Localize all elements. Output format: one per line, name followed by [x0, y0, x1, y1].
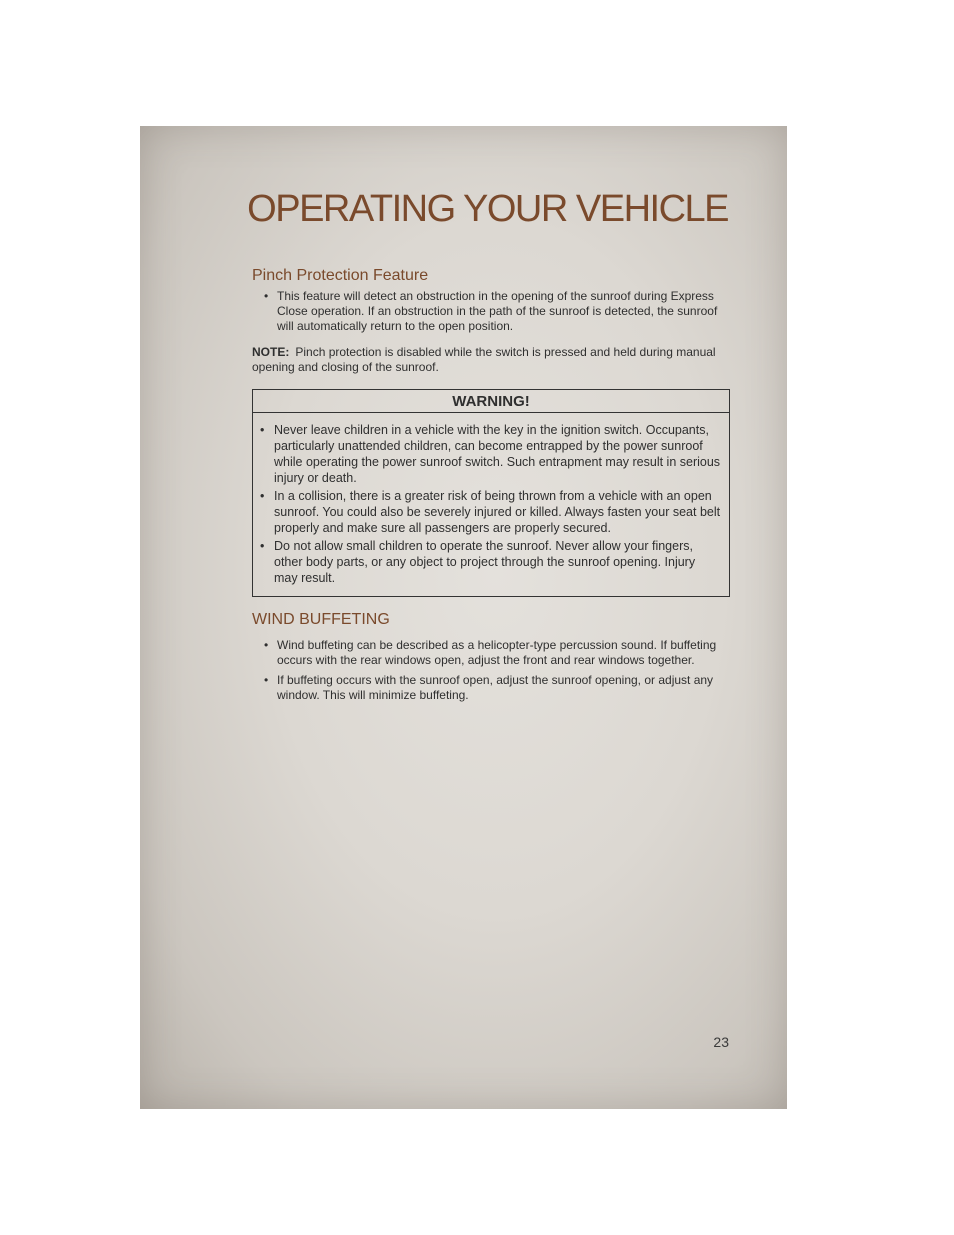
list-item — [264, 638, 730, 668]
note-text: Pinch protection is disabled while the switch is pressed and held during manual opening and closing of the sunroof. — [252, 345, 716, 374]
warning-item-text: Never leave children in a vehicle with the key in the ignition switch. Occupants, particularly unattended children, can become entrapped by the power sunroof while operating the power sunroof switch. Such entrapment may result in serious injury or death. — [274, 423, 721, 485]
warning-item-text: Do not allow small children to operate the sunroof. Never allow your fingers, other body parts, or any object to project through the sunroof opening. Injury may result. — [274, 539, 696, 585]
list-item-text: If buffeting occurs with the sunroof open, adjust the sunroof opening, or adjust any window. This will minimize buffeting. — [277, 673, 714, 702]
bullet-icon: • — [260, 423, 265, 437]
bullet-icon: • — [260, 539, 265, 553]
section-heading-pinch-protection: Pinch Protection Feature — [252, 267, 429, 284]
page-content — [252, 267, 730, 708]
wind-buffeting-list — [252, 638, 730, 703]
bullet-icon: • — [264, 638, 269, 652]
note-label: NOTE: — [252, 345, 290, 359]
warning-item — [260, 422, 721, 486]
warning-box — [252, 389, 730, 597]
list-item-text: This feature will detect an obstruction in the opening of the sunroof during Express Close operation. If an obstruction in the path of the sunroof is detected, the sunroof will automatically return to the open position. — [277, 289, 718, 333]
bullet-icon: • — [260, 489, 265, 503]
list-item — [264, 673, 730, 703]
bullet-icon: • — [264, 289, 269, 303]
warning-item — [260, 488, 721, 536]
warning-list — [253, 413, 729, 596]
list-item-text: Wind buffeting can be described as a helicopter-type percussion sound. If buffeting occurs with the rear windows open, adjust the front and rear windows together. — [277, 638, 717, 667]
bullet-icon: • — [264, 673, 269, 687]
pinch-protection-list — [252, 289, 730, 334]
section-heading-wind-buffeting: WIND BUFFETING — [252, 611, 390, 628]
manual-page — [140, 126, 787, 1109]
warning-item — [260, 538, 721, 586]
page-number: 23 — [713, 1034, 729, 1050]
warning-item-text: In a collision, there is a greater risk of being thrown from a vehicle with an open sunroof. You could also be severely injured or killed. Always fasten your seat belt properly and make sure all passengers are properly secured. — [274, 489, 721, 535]
note-paragraph — [252, 345, 730, 375]
warning-title: WARNING! — [253, 390, 729, 413]
list-item — [264, 289, 730, 334]
chapter-title: OPERATING YOUR VEHICLE — [247, 188, 728, 230]
